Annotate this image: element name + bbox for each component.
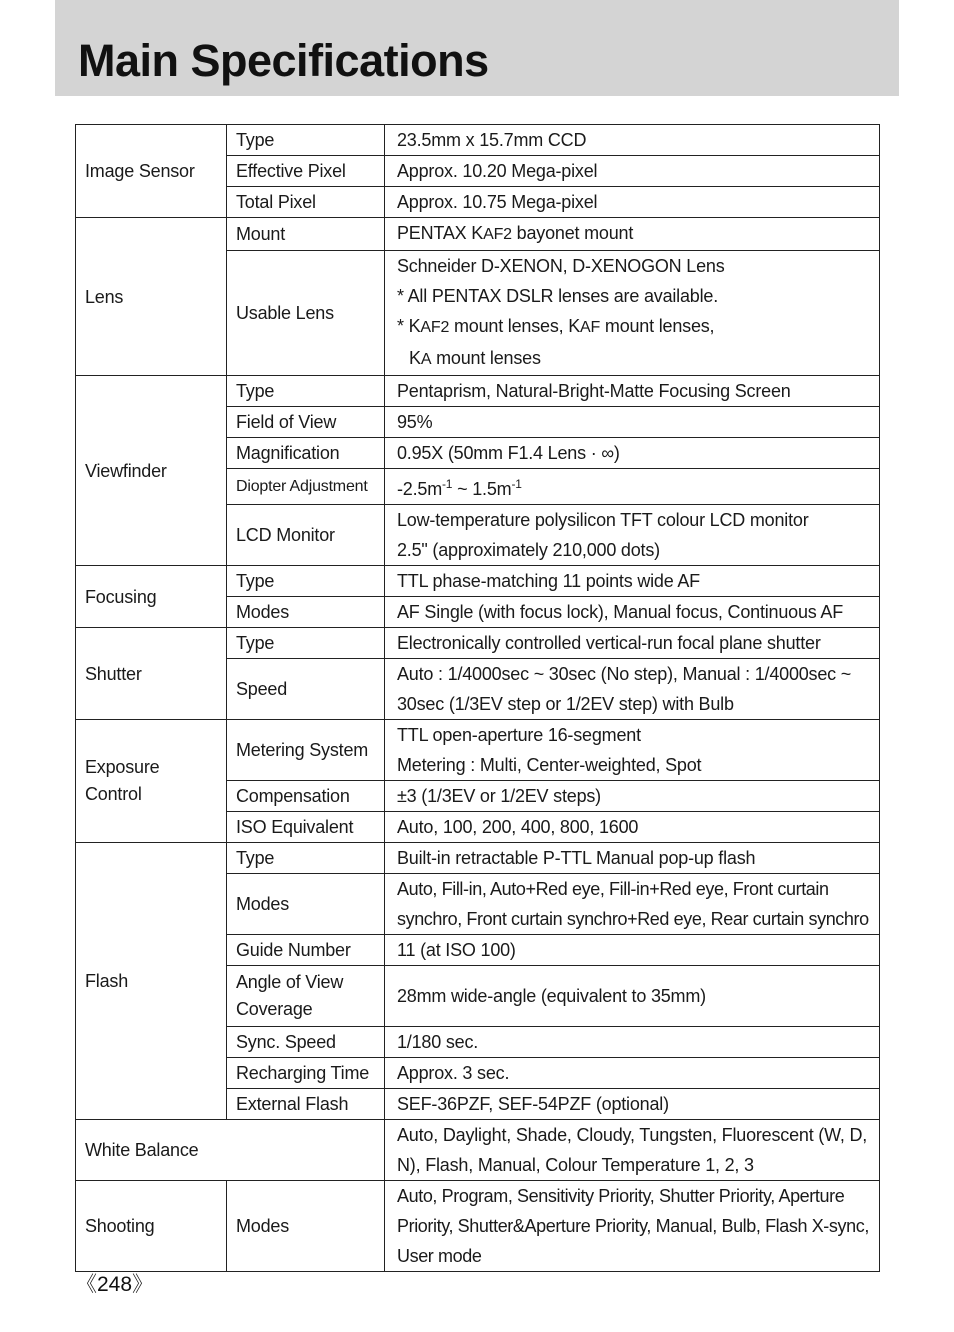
text-part: mount lenses [431, 348, 541, 368]
spec-value [385, 218, 880, 251]
text-part: AF2 [420, 319, 450, 336]
spec-label: Type [227, 843, 385, 874]
spec-value: Auto, 100, 200, 400, 800, 1600 [385, 812, 880, 843]
page-number: 《248》 [76, 1273, 154, 1296]
table-row [76, 566, 880, 597]
spec-label: Magnification [227, 438, 385, 469]
spec-label [227, 966, 385, 1027]
text-part: -2.5m [397, 479, 443, 499]
superscript: -1 [442, 477, 453, 491]
spec-label: Total Pixel [227, 187, 385, 218]
spec-value [385, 1181, 880, 1272]
table-row [76, 720, 880, 781]
spec-value: 11 (at ISO 100) [385, 935, 880, 966]
category-shutter: Shutter [76, 628, 227, 720]
text-part: * K [397, 316, 421, 336]
value-line: Schneider D-XENON, D-XENOGON Lens [397, 256, 725, 276]
category-shooting: Shooting [76, 1181, 227, 1272]
spec-label: Compensation [227, 781, 385, 812]
value-line: synchro, Front curtain synchro+Red eye, Rear curtain synchro [397, 909, 869, 929]
spec-value: Approx. 10.20 Mega-pixel [385, 156, 880, 187]
value-line: 30sec (1/3EV step or 1/2EV step) with Bulb [397, 694, 734, 714]
spec-value: TTL phase-matching 11 points wide AF [385, 566, 880, 597]
value-line: N), Flash, Manual, Colour Temperature 1, 2, 3 [397, 1155, 754, 1175]
spec-label: Diopter Adjustment [227, 469, 385, 505]
page-header [55, 0, 899, 96]
table-row [76, 1181, 880, 1272]
spec-label: Guide Number [227, 935, 385, 966]
table-row [76, 628, 880, 659]
spec-label: Speed [227, 659, 385, 720]
spec-value: 28mm wide-angle (equivalent to 35mm) [385, 966, 880, 1027]
table-row [76, 218, 880, 251]
spec-label: External Flash [227, 1089, 385, 1120]
spec-value: 23.5mm x 15.7mm CCD [385, 125, 880, 156]
spec-label: Modes [227, 597, 385, 628]
spec-value [385, 874, 880, 935]
spec-label: Usable Lens [227, 251, 385, 376]
value-line [397, 343, 877, 375]
spec-label: Type [227, 628, 385, 659]
mount-subscript: AF2 [483, 226, 512, 243]
text-part: A [420, 351, 432, 368]
category-line: Exposure [85, 757, 160, 777]
category-flash: Flash [76, 843, 227, 1120]
spec-label: Sync. Speed [227, 1027, 385, 1058]
value-line: TTL open-aperture 16-segment [397, 725, 641, 745]
text-part: K [409, 348, 421, 368]
spec-value [385, 659, 880, 720]
spec-label: Type [227, 376, 385, 407]
text-part: ~ 1.5m [452, 479, 512, 499]
spec-value: SEF-36PZF, SEF-54PZF (optional) [385, 1089, 880, 1120]
spec-value: AF Single (with focus lock), Manual focus, Continuous AF [385, 597, 880, 628]
value-line: * All PENTAX DSLR lenses are available. [397, 286, 719, 306]
spec-label: Effective Pixel [227, 156, 385, 187]
spec-value [385, 505, 880, 566]
spec-value: Electronically controlled vertical-run focal plane shutter [385, 628, 880, 659]
spec-label: Recharging Time [227, 1058, 385, 1089]
value-line: 2.5" (approximately 210,000 dots) [397, 540, 660, 560]
spec-value: Pentaprism, Natural-Bright-Matte Focusing Screen [385, 376, 880, 407]
category-viewfinder: Viewfinder [76, 376, 227, 566]
spec-value [385, 469, 880, 505]
value-line: User mode [397, 1246, 482, 1266]
spec-value [385, 1120, 880, 1181]
value-line: Metering : Multi, Center-weighted, Spot [397, 755, 702, 775]
spec-label: ISO Equivalent [227, 812, 385, 843]
category-white-balance: White Balance [76, 1120, 385, 1181]
spec-value: Built-in retractable P-TTL Manual pop-up flash [385, 843, 880, 874]
value-line: Auto, Fill-in, Auto+Red eye, Fill-in+Red eye, Front curtain [397, 879, 829, 899]
value-line: Auto, Program, Sensitivity Priority, Shutter Priority, Aperture [397, 1186, 845, 1206]
spec-value: Approx. 10.75 Mega-pixel [385, 187, 880, 218]
category-exposure-control [76, 720, 227, 843]
label-line: Coverage [236, 999, 313, 1019]
table-row [76, 1120, 880, 1181]
spec-label: Field of View [227, 407, 385, 438]
text-part: AF [580, 319, 601, 336]
spec-value: 95% [385, 407, 880, 438]
spec-label: Type [227, 566, 385, 597]
spec-value: 0.95X (50mm F1.4 Lens · ∞) [385, 438, 880, 469]
mount-suffix: bayonet mount [511, 223, 634, 243]
table-row [76, 125, 880, 156]
spec-value: Approx. 3 sec. [385, 1058, 880, 1089]
text-part: mount lenses, [600, 316, 715, 336]
spec-value [385, 720, 880, 781]
spec-label: Metering System [227, 720, 385, 781]
category-image-sensor: Image Sensor [76, 125, 227, 218]
mount-prefix: PENTAX K [397, 223, 484, 243]
spec-label: Mount [227, 218, 385, 251]
label-line: Angle of View [236, 972, 344, 992]
spec-value [385, 251, 880, 376]
spec-value: 1/180 sec. [385, 1027, 880, 1058]
table-row [76, 376, 880, 407]
spec-label: Type [227, 125, 385, 156]
spec-label: LCD Monitor [227, 505, 385, 566]
spec-label: Modes [227, 1181, 385, 1272]
superscript: -1 [511, 477, 522, 491]
value-line: Low-temperature polysilicon TFT colour LCD monitor [397, 510, 809, 530]
text-part: mount lenses, K [449, 316, 581, 336]
page-title: Main Specifications [78, 35, 489, 86]
category-focusing: Focusing [76, 566, 227, 628]
value-line: Auto, Daylight, Shade, Cloudy, Tungsten, Fluorescent (W, D, [397, 1125, 868, 1145]
spec-value: ±3 (1/3EV or 1/2EV steps) [385, 781, 880, 812]
spec-label: Modes [227, 874, 385, 935]
category-lens: Lens [76, 218, 227, 376]
value-line: Priority, Shutter&Aperture Priority, Manual, Bulb, Flash X-sync, [397, 1216, 869, 1236]
category-line: Control [85, 784, 142, 804]
table-row [76, 843, 880, 874]
value-line [397, 311, 877, 343]
value-line: Auto : 1/4000sec ~ 30sec (No step), Manual : 1/4000sec ~ [397, 664, 852, 684]
specifications-table [75, 124, 880, 1272]
